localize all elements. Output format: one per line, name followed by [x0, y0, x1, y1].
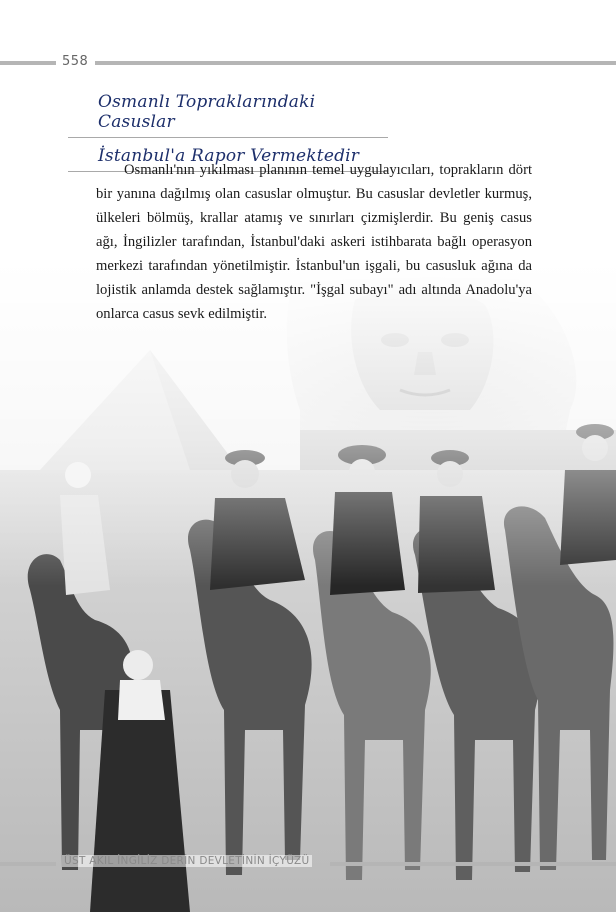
running-footer-title: ÜST AKIL İNGİLİZ DERİN DEVLETİNİN İÇYÜZÜ: [64, 855, 310, 867]
page-number: 558: [62, 54, 89, 69]
historical-photo-camels-sphinx: [0, 260, 616, 912]
header-rule-right: [95, 61, 616, 65]
photo-illustration: [0, 260, 616, 912]
header-rule-left: [0, 61, 56, 65]
body-paragraph: Osmanlı'nın yıkılması planının temel uygulayıcıları, toprakların dört bir yanına dağılmış olan casuslar olmuştur. Bu casuslar devletler kurmuş, ülkeleri bölmüş, krallar atamış ve sınırları çizmişlerdir. Bu geniş casus ağı, İngilizler tarafından, İstanbul'daki askeri istihbarata bağlı operasyon merkezi tarafından yönetilmiştir. İstanbul'un işgali, bu casusluk ağına da lojistik anlamda destek sağlamıştır. "İşgal subayı" adı altında Anadolu'ya onlarca casus sevk edilmiştir.: [96, 162, 532, 322]
photo-fade-overlay: [0, 260, 616, 912]
footer-rule-right: [330, 862, 616, 866]
headline-line-1: Osmanlı Topraklarındaki Casuslar: [68, 90, 388, 138]
footer-rule-left: [0, 862, 56, 866]
headline-line-2: İstanbul'a Rapor Vermektedir: [68, 144, 388, 172]
